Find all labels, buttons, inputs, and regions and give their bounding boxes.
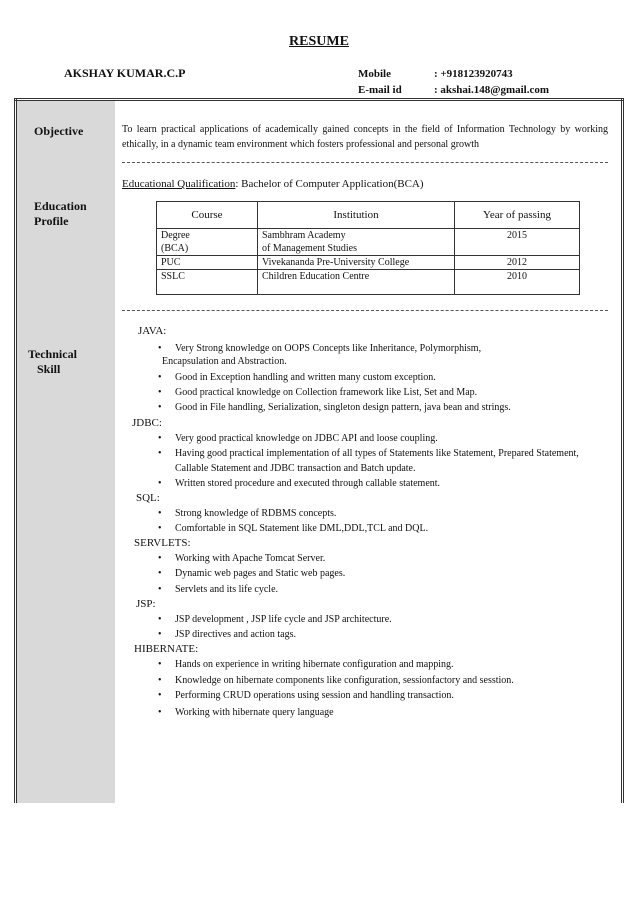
list-item: • Knowledge on hibernate components like configuration, sessionfactory and sesstion. xyxy=(158,675,514,686)
institution-cell-sub: of Management Studies xyxy=(262,243,357,254)
skill-heading-sql: SQL: xyxy=(136,492,160,504)
list-item: • Good in File handling, Serialization, singleton design pattern, java bean and strings. xyxy=(158,402,511,413)
skill-heading-hibernate: HIBERNATE: xyxy=(134,643,199,655)
objective-label: Objective xyxy=(34,124,84,138)
course-cell: SSLC xyxy=(157,270,258,295)
education-qualification xyxy=(122,178,424,190)
list-item: • Working with Apache Tomcat Server. xyxy=(158,553,326,564)
list-item: • JSP development , JSP life cycle and JSP architecture. xyxy=(158,614,392,625)
skill-heading-servlets: SERVLETS: xyxy=(134,537,191,549)
section-sidebar xyxy=(17,101,115,803)
mobile-value: : +918123920743 xyxy=(434,68,513,80)
list-item: • Servlets and its life cycle. xyxy=(158,584,279,595)
skill-heading-java: JAVA: xyxy=(138,325,167,337)
objective-text: To learn practical applications of academically gained concepts in the field of Information Technology by working ethically, in a dynamic team environment which fosters professional and personal growth xyxy=(122,124,608,150)
list-item: • Written stored procedure and executed through callable statement. xyxy=(158,478,441,489)
list-item-continued: Callable Statement and JDBC transaction and Batch update. xyxy=(175,463,416,474)
email-label: E-mail id xyxy=(358,84,402,96)
header-institution: Institution xyxy=(258,202,455,229)
technical-label-line2: Skill xyxy=(37,362,61,376)
list-item: • Having good practical implementation of all types of Statements like Statement, Prepared Statement, xyxy=(158,448,579,459)
skill-heading-jsp: JSP: xyxy=(136,598,156,610)
technical-label-line1: Technical xyxy=(28,347,77,361)
list-item-continued: Encapsulation and Abstraction. xyxy=(162,356,287,367)
course-cell-sub: (BCA) xyxy=(161,243,189,254)
qualification-value: : Bachelor of Computer Application(BCA) xyxy=(235,178,424,190)
qualification-label: Educational Qualification xyxy=(122,178,236,190)
list-item: • Hands on experience in writing hibernate configuration and mapping. xyxy=(158,659,454,670)
divider xyxy=(122,310,608,311)
list-item: • Comfortable in SQL Statement like DML,DDL,TCL and DQL. xyxy=(158,523,429,534)
contact-block xyxy=(358,66,549,98)
institution-cell: Children Education Centre xyxy=(258,270,455,295)
education-table xyxy=(156,201,580,295)
skill-heading-jdbc: JDBC: xyxy=(132,417,162,429)
year-cell: 2012 xyxy=(455,256,580,270)
resume-title: RESUME xyxy=(289,34,349,49)
year-cell: 2010 xyxy=(455,270,580,295)
table-row xyxy=(157,229,580,256)
header-year: Year of passing xyxy=(455,202,580,229)
list-item: • Working with hibernate query language xyxy=(158,707,334,718)
divider xyxy=(122,162,608,163)
list-item: • Very Strong knowledge on OOPS Concepts like Inheritance, Polymorphism, xyxy=(158,343,482,354)
table-row xyxy=(157,256,580,270)
list-item: • Good practical knowledge on Collection framework like List, Set and Map. xyxy=(158,387,478,398)
list-item: • Performing CRUD operations using session and handling transaction. xyxy=(158,690,454,701)
institution-cell: Sambhram Academy xyxy=(262,230,346,241)
table-header-row xyxy=(157,202,580,229)
list-item: • JSP directives and action tags. xyxy=(158,629,296,640)
email-value[interactable]: : akshai.148@gmail.com xyxy=(434,84,550,96)
education-label-line2: Profile xyxy=(34,214,69,228)
institution-cell: Vivekananda Pre-University College xyxy=(258,256,455,270)
year-cell: 2015 xyxy=(455,229,580,256)
education-label-line1: Education xyxy=(34,199,87,213)
frame-right-border xyxy=(621,98,624,803)
course-cell: PUC xyxy=(157,256,258,270)
list-item: • Very good practical knowledge on JDBC API and loose coupling. xyxy=(158,433,438,444)
list-item: • Dynamic web pages and Static web pages. xyxy=(158,568,346,579)
list-item: • Strong knowledge of RDBMS concepts. xyxy=(158,508,337,519)
mobile-label: Mobile xyxy=(358,68,391,80)
table-row xyxy=(157,270,580,295)
header-course: Course xyxy=(157,202,258,229)
list-item: • Good in Exception handling and written many custom exception. xyxy=(158,372,436,383)
course-cell: Degree xyxy=(161,230,190,241)
candidate-name: AKSHAY KUMAR.C.P xyxy=(64,66,186,80)
